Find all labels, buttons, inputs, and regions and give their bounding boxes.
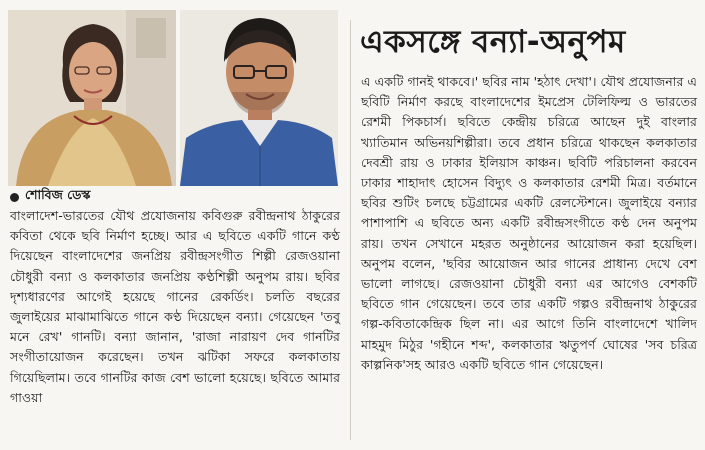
article-column-left bbox=[10, 206, 340, 408]
article-column-right bbox=[361, 72, 697, 375]
headline: একসঙ্গে বন্যা-অনুপম bbox=[360, 24, 626, 60]
article-paragraph-left: বাংলাদেশ-ভারতের যৌথ প্রযোজনায় কবিগুরু রবীন্দ্রনাথ ঠাকুরের কবিতা থেকে ছবি নির্মাণ হচ্ছে। আর এ ছবিতে একটি গানে কণ্ঠ দিয়েছেন বাংলাদেশের জনপ্রিয় রবীন্দ্রসংগীত শিল্পী রেজওয়ানা চৌধুরী বন্যা ও কলকাতার জনপ্রিয় কণ্ঠশিল্পী অনুপম রায়। ছবির দৃশ্যধারণের আগেই হয়েছে গানের রেকর্ডিং। চলতি বছরের জুলাইয়ের মাঝামাঝিতে গানে কণ্ঠ দিয়েছেন বন্যা। গেয়েছেন 'তবু মনে রেখ' গানটি। বন্যা জানান, 'রাজা নারায়ণ দেব গানটির সংগীতায়োজন করেছেন। তখন ঝটিকা সফরে কলকাতায় গিয়েছিলাম। তবে গানটির কাজ বেশ ভালো হয়েছে। ছবিতে আমার গাওয়া bbox=[10, 208, 340, 405]
byline-text: শোবিজ ডেস্ক bbox=[25, 187, 91, 202]
woman-portrait-image bbox=[8, 10, 176, 186]
byline bbox=[10, 188, 340, 206]
bullet-icon bbox=[10, 193, 19, 202]
photo-woman bbox=[8, 10, 176, 186]
photo-man bbox=[180, 10, 338, 186]
column-divider bbox=[350, 20, 351, 440]
man-portrait-image bbox=[180, 10, 338, 186]
article-paragraph-right: এ একটি গানই থাকবে।' ছবির নাম 'হঠাৎ দেখা'। যৌথ প্রযোজনার এ ছবিটি নির্মাণ করছে বাংলাদেশের ইমপ্রেস টেলিফিল্ম ও ভারতের রেশমী পিকচার্স। ছবিতে কেন্দ্রীয় চরিত্রে আছেন দুই বাংলার খ্যাতিমান অভিনয়শিল্পীরা। তবে প্রধান চরিত্রে থাকছেন কলকাতার দেবশ্রী রায় ও ঢাকার ইলিয়াস কাঞ্চন। ছবিটি পরিচালনা করবেন ঢাকার শাহাদাৎ হোসেন বিদ্যুৎ ও কলকাতার রেশমী মিত্র। বর্তমানে ছবির শুটিং চলছে চট্টগ্রামের একটি রেলস্টেশনে। জুলাইয়ে বন্যার পাশাপাশি এ ছবিতে অন্য একটি রবীন্দ্রসংগীতে কণ্ঠ দেন অনুপম রায়। তখন সেখানে মহরত অনুষ্ঠানের আয়োজন করা হয়েছিল। অনুপম বলেন, 'ছবির আয়োজন আর গানের প্রাধান্য দেখে বেশ ভালো লাগছে। রেজওয়ানা চৌধুরী বন্যা এর আগেও বেশকটি ছবিতে গান গেয়েছেন। তবে তার একটি গল্পও রবীন্দ্রনাথ ঠাকুরের গল্প-কবিতাকেন্দ্রিক ছিল না। এর আগে তিনি বাংলাদেশে খালিদ মাহমুদ মিঠুর 'গহীনে শব্দ', কলকাতার ঋতুপর্ণ ঘোষের 'সব চরিত্র কাল্পনিক'সহ আরও একটি ছবিতে গান গেয়েছেন। bbox=[361, 74, 697, 372]
